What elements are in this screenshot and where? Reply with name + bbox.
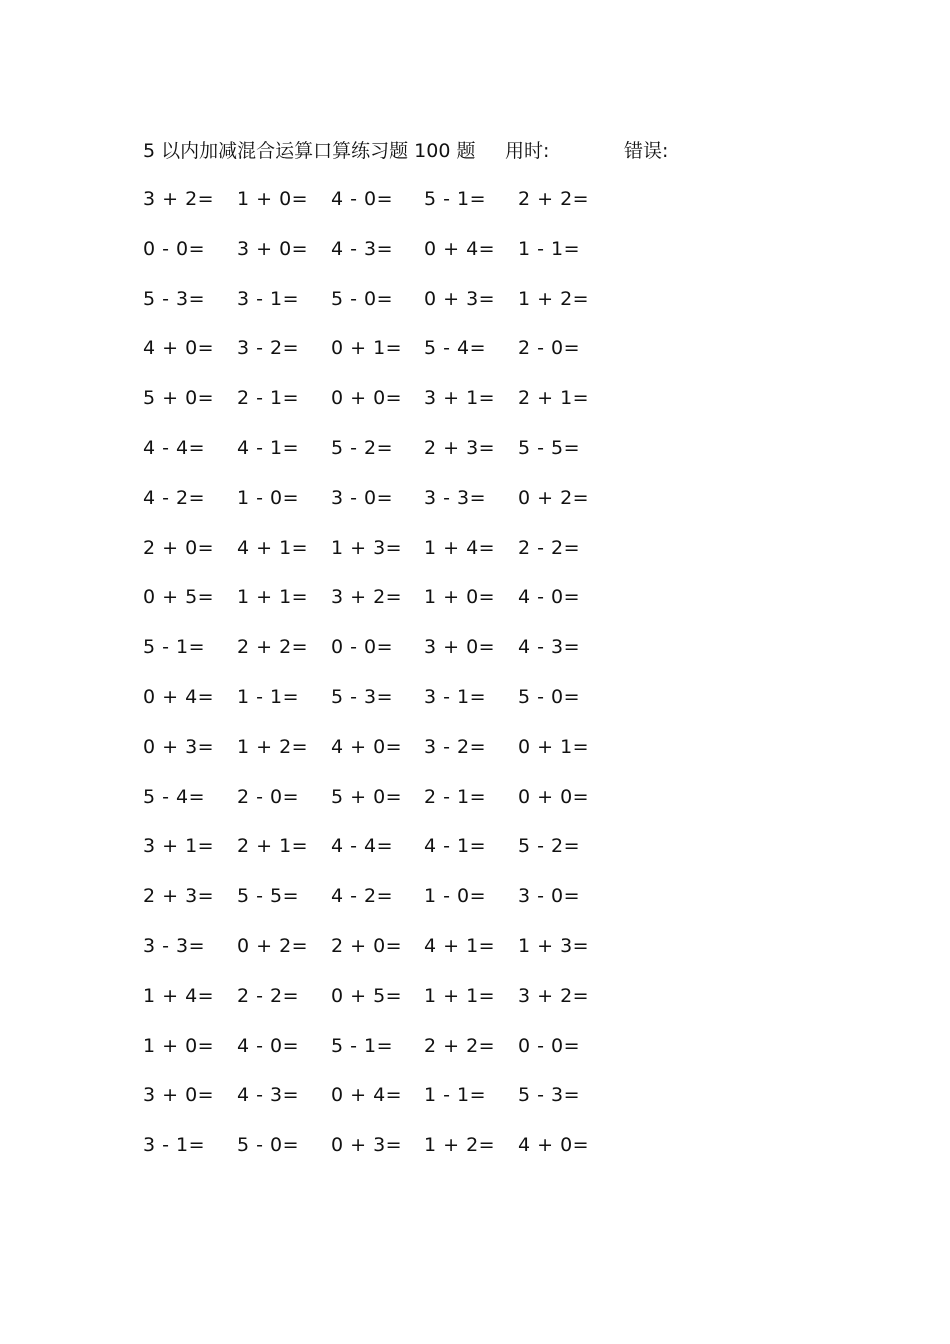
worksheet-header [143,136,743,166]
arithmetic-problem: 2 + 2= [237,636,309,659]
problem-row [143,931,623,981]
arithmetic-problem: 0 + 3= [331,1134,403,1157]
arithmetic-problem: 1 - 0= [237,486,300,509]
arithmetic-problem: 1 + 2= [424,1134,496,1157]
arithmetic-problem: 2 - 0= [237,785,300,808]
arithmetic-problem: 3 + 1= [424,387,496,410]
arithmetic-problem: 1 + 3= [518,934,590,957]
arithmetic-problem: 1 - 1= [424,1084,487,1107]
arithmetic-problem: 2 + 2= [424,1034,496,1057]
arithmetic-problem: 4 - 4= [143,436,206,459]
arithmetic-problem: 4 + 1= [424,934,496,957]
arithmetic-problem: 5 - 0= [518,685,581,708]
arithmetic-problem: 1 + 2= [237,735,309,758]
arithmetic-problem: 2 + 1= [518,387,590,410]
arithmetic-problem: 5 - 5= [518,436,581,459]
arithmetic-problem: 0 + 5= [331,984,403,1007]
problem-row [143,234,623,284]
arithmetic-problem: 2 - 2= [237,984,300,1007]
problem-row [143,383,623,433]
arithmetic-problem: 1 - 0= [424,885,487,908]
arithmetic-problem: 0 - 0= [143,237,206,260]
arithmetic-problem: 5 - 3= [143,287,206,310]
arithmetic-problem: 1 + 2= [518,287,590,310]
arithmetic-problem: 2 + 2= [518,188,590,210]
arithmetic-problem: 2 + 1= [237,835,309,858]
arithmetic-problem: 3 + 2= [518,984,590,1007]
arithmetic-problem: 5 - 5= [237,885,300,908]
arithmetic-problem: 0 + 2= [237,934,309,957]
arithmetic-problem: 5 - 0= [331,287,394,310]
arithmetic-problem: 2 - 1= [237,387,300,410]
arithmetic-problem: 3 - 3= [143,934,206,957]
arithmetic-problem: 5 - 1= [143,636,206,659]
arithmetic-problem: 4 - 2= [331,885,394,908]
problem-row [143,333,623,383]
arithmetic-problem: 2 - 1= [424,785,487,808]
arithmetic-problem: 5 - 1= [331,1034,394,1057]
arithmetic-problem: 5 + 0= [331,785,403,808]
arithmetic-problem: 2 + 0= [331,934,403,957]
arithmetic-problem: 0 + 4= [143,685,215,708]
problem-grid [143,184,623,1180]
problem-row [143,433,623,483]
problem-row [143,184,623,234]
arithmetic-problem: 1 + 0= [424,586,496,609]
arithmetic-problem: 3 + 2= [331,586,403,609]
arithmetic-problem: 2 - 0= [518,337,581,360]
arithmetic-problem: 5 - 4= [424,337,487,360]
arithmetic-problem: 2 - 2= [518,536,581,559]
arithmetic-problem: 3 - 2= [424,735,487,758]
arithmetic-problem: 4 - 2= [143,486,206,509]
arithmetic-problem: 0 + 4= [424,237,496,260]
arithmetic-problem: 4 - 1= [237,436,300,459]
arithmetic-problem: 5 - 2= [331,436,394,459]
problem-row [143,981,623,1031]
arithmetic-problem: 2 + 3= [143,885,215,908]
arithmetic-problem: 0 - 0= [331,636,394,659]
arithmetic-problem: 3 - 1= [424,685,487,708]
arithmetic-problem: 5 - 0= [237,1134,300,1157]
arithmetic-problem: 2 + 3= [424,436,496,459]
arithmetic-problem: 0 + 1= [518,735,590,758]
arithmetic-problem: 4 - 3= [518,636,581,659]
arithmetic-problem: 3 - 1= [143,1134,206,1157]
worksheet-title: 5 以内加减混合运算口算练习题 100 题 [143,140,476,162]
arithmetic-problem: 4 - 3= [331,237,394,260]
arithmetic-problem: 2 + 0= [143,536,215,559]
arithmetic-problem: 1 + 0= [237,188,309,210]
arithmetic-problem: 3 + 0= [237,237,309,260]
problem-row [143,284,623,334]
arithmetic-problem: 5 + 0= [143,387,215,410]
arithmetic-problem: 4 - 3= [237,1084,300,1107]
arithmetic-problem: 0 + 3= [424,287,496,310]
arithmetic-problem: 3 - 1= [237,287,300,310]
arithmetic-problem: 0 + 0= [331,387,403,410]
arithmetic-problem: 3 - 2= [237,337,300,360]
arithmetic-problem: 1 + 1= [424,984,496,1007]
problem-row [143,782,623,832]
arithmetic-problem: 1 - 1= [518,237,581,260]
time-used-label: 用时: [505,140,550,162]
arithmetic-problem: 3 + 1= [143,835,215,858]
problem-row [143,582,623,632]
problem-row [143,831,623,881]
arithmetic-problem: 4 - 1= [424,835,487,858]
arithmetic-problem: 0 + 3= [143,735,215,758]
problem-row [143,881,623,931]
problem-row [143,483,623,533]
arithmetic-problem: 0 + 2= [518,486,590,509]
arithmetic-problem: 3 - 0= [331,486,394,509]
error-count-label: 错误: [624,140,669,162]
problem-row [143,682,623,732]
arithmetic-problem: 4 + 0= [143,337,215,360]
arithmetic-problem: 4 + 0= [518,1134,590,1157]
arithmetic-problem: 1 - 1= [237,685,300,708]
arithmetic-problem: 0 + 4= [331,1084,403,1107]
arithmetic-problem: 4 - 0= [237,1034,300,1057]
arithmetic-problem: 1 + 4= [143,984,215,1007]
arithmetic-problem: 4 - 0= [331,188,394,210]
problem-row [143,1031,623,1081]
arithmetic-problem: 3 + 0= [424,636,496,659]
arithmetic-problem: 5 - 3= [518,1084,581,1107]
arithmetic-problem: 0 + 5= [143,586,215,609]
arithmetic-problem: 1 + 0= [143,1034,215,1057]
arithmetic-problem: 5 - 3= [331,685,394,708]
arithmetic-problem: 3 - 0= [518,885,581,908]
problem-row [143,1080,623,1130]
arithmetic-problem: 0 - 0= [518,1034,581,1057]
arithmetic-problem: 4 + 0= [331,735,403,758]
arithmetic-problem: 3 - 3= [424,486,487,509]
arithmetic-problem: 1 + 1= [237,586,309,609]
problem-row [143,533,623,583]
arithmetic-problem: 0 + 0= [518,785,590,808]
arithmetic-problem: 5 - 2= [518,835,581,858]
arithmetic-problem: 3 + 0= [143,1084,215,1107]
arithmetic-problem: 5 - 1= [424,188,487,210]
arithmetic-problem: 3 + 2= [143,188,215,210]
arithmetic-problem: 4 - 0= [518,586,581,609]
arithmetic-problem: 5 - 4= [143,785,206,808]
problem-row [143,1130,623,1180]
problem-row [143,732,623,782]
arithmetic-problem: 1 + 4= [424,536,496,559]
arithmetic-problem: 4 - 4= [331,835,394,858]
arithmetic-problem: 0 + 1= [331,337,403,360]
arithmetic-problem: 1 + 3= [331,536,403,559]
arithmetic-problem: 4 + 1= [237,536,309,559]
problem-row [143,632,623,682]
